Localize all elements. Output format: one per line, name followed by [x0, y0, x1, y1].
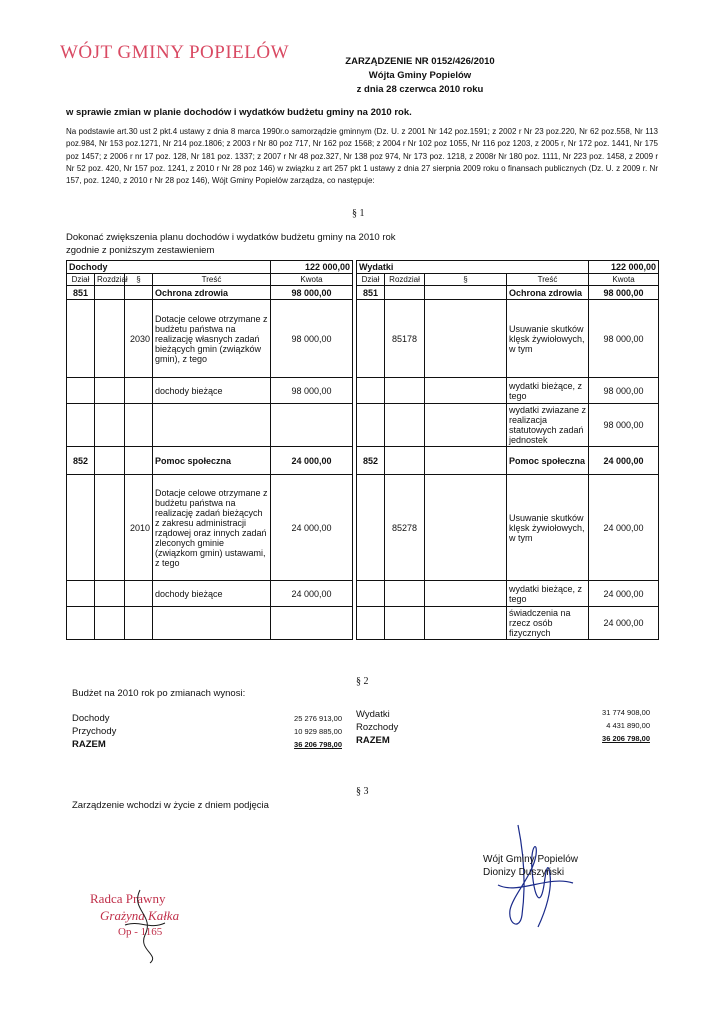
signature-scribble-icon [478, 815, 588, 945]
col-w-rozdzial: Rozdział [385, 274, 425, 286]
col-tresc: Treść [153, 274, 271, 286]
budget-title: Budżet na 2010 rok po zmianach wynosi: [72, 688, 246, 699]
budget-left-labels: Dochody Przychody RAZEM [72, 713, 117, 750]
header-title: ZARZĄDZENIE NR 0152/426/2010 [345, 56, 495, 67]
col-w-tresc: Treść [507, 274, 589, 286]
col-w-dzial: Dział [357, 274, 385, 286]
document-header [290, 55, 550, 97]
final-clause: Zarządzenie wchodzi w życie z dniem podjęcia [72, 800, 269, 811]
table-row: 2030 Dotacje celowe otrzymane z budżetu państwa na realizację własnych zadań bieżących gmin (związków gmin), z tego 98 000,00 85178 Usuwanie skutków klęsk żywiołowych, w tym 98 000,00 [67, 300, 659, 378]
col-w-kwota: Kwota [589, 274, 659, 286]
table-row: 851 Ochrona zdrowia 98 000,00 851 Ochrona zdrowia 98 000,00 [67, 286, 659, 300]
col-par: § [125, 274, 153, 286]
table-row: świadczenia na rzecz osób fizycznych 24 000,00 [67, 607, 659, 640]
document-subject: w sprawie zmian w planie dochodów i wydatków budżetu gminy na 2010 rok. [66, 107, 412, 118]
intro-line-2: zgodnie z poniższym zestawieniem [66, 245, 215, 256]
col-dzial: Dział [67, 274, 95, 286]
header-issuer: Wójta Gminy Popielów [368, 70, 472, 81]
paragraph-2-mark: § 2 [356, 676, 369, 687]
intro-line-1: Dokonać zwiększenia planu dochodów i wydatków budżetu gminy na 2010 rok [66, 232, 396, 243]
intro-text [66, 231, 396, 257]
signature-block [483, 853, 578, 879]
counsel-signature-icon [110, 885, 170, 965]
table-row: wydatki zwiazane z realizacja statutowych zadań jednostek 98 000,00 [67, 404, 659, 447]
budget-change-table [66, 260, 659, 640]
budget-right-values: 31 774 908,00 4 431 890,00 36 206 798,00 [602, 708, 650, 743]
col-kwota: Kwota [271, 274, 353, 286]
paragraph-3-mark: § 3 [356, 786, 369, 797]
dochody-total: 122 000,00 [271, 261, 353, 274]
table-row: 2010 Dotacje celowe otrzymane z budżetu państwa na realizację zadań bieżących z zakresu administracji rządowej oraz innych zadań zleconych gminie (związkom gmin) ustawami, z tego 24 000,00 85278 Usuwanie skutków klęsk żywiołowych, w tym 24 000,00 [67, 475, 659, 581]
legal-counsel-stamp: Radca Prawny Grażyna Kałka Op - 1165 [90, 891, 180, 938]
col-rozdzial: Rozdział [95, 274, 125, 286]
table-header-row [67, 274, 659, 286]
wydatki-total: 122 000,00 [589, 261, 659, 274]
col-w-par: § [425, 274, 507, 286]
table-totals-row [67, 261, 659, 274]
table-row: dochody bieżące 98 000,00 wydatki bieżące, z tego 98 000,00 [67, 378, 659, 404]
office-stamp: WÓJT GMINY POPIELÓW [60, 42, 290, 63]
signature-name: Dionizy Duszyński [483, 867, 565, 878]
signature-title: Wójt Gminy Popielów [483, 854, 579, 865]
budget-right-labels: Wydatki Rozchody RAZEM [356, 709, 399, 746]
dochody-label: Dochody [67, 261, 271, 274]
header-date: z dnia 28 czerwca 2010 roku [356, 84, 484, 95]
table-row: 852 Pomoc społeczna 24 000,00 852 Pomoc społeczna 24 000,00 [67, 447, 659, 475]
table-row: dochody bieżące 24 000,00 wydatki bieżące, z tego 24 000,00 [67, 581, 659, 607]
preamble: Na podstawie art.30 ust 2 pkt.4 ustawy z dnia 8 marca 1990r.o samorządzie gminnym (Dz. U. z 2001 Nr 142 poz.1591; z 2002 r Nr 23 poz.220, Nr 62 poz.558, Nr 113 poz.984, Nr 153 poz.1271, Nr 214 poz.1806; z 2003 r Nr 80 poz 717, Nr 162 poz 1568; z 2004 r Nr 102 poz 1055, Nr 116 poz 1203, z 2005 r, Nr 172 poz. 1441, Nr 175 poz 1457; z 2006 r nr 17 poz. 128, Nr 181 poz. 1337; z 2007 r Nr 48 poz.327, Nr 138 poz 974, Nr 173 poz. 1218, z 2008r Nr 180 poz. 1111, Nr 223 poz. 1458, z 2009 r Nr 52 poz. 420, Nr 157 poz. 1241, z 2010 r Nr 28 poz 146) w związku z art 257 pkt 1 ustawy z dnia 27 sierpnia 2009 roku o finansach publicznych (Dz. U. z 2009 r. Nr 157, poz. 1240, z 2010 r Nr 28 poz 146), Wójt Gminy Popielów zarządza, co następuje: [66, 127, 658, 186]
budget-left-values: 25 276 913,00 10 929 885,00 36 206 798,00 [294, 714, 342, 749]
wydatki-label: Wydatki [357, 261, 589, 274]
paragraph-1-mark: § 1 [352, 208, 365, 219]
